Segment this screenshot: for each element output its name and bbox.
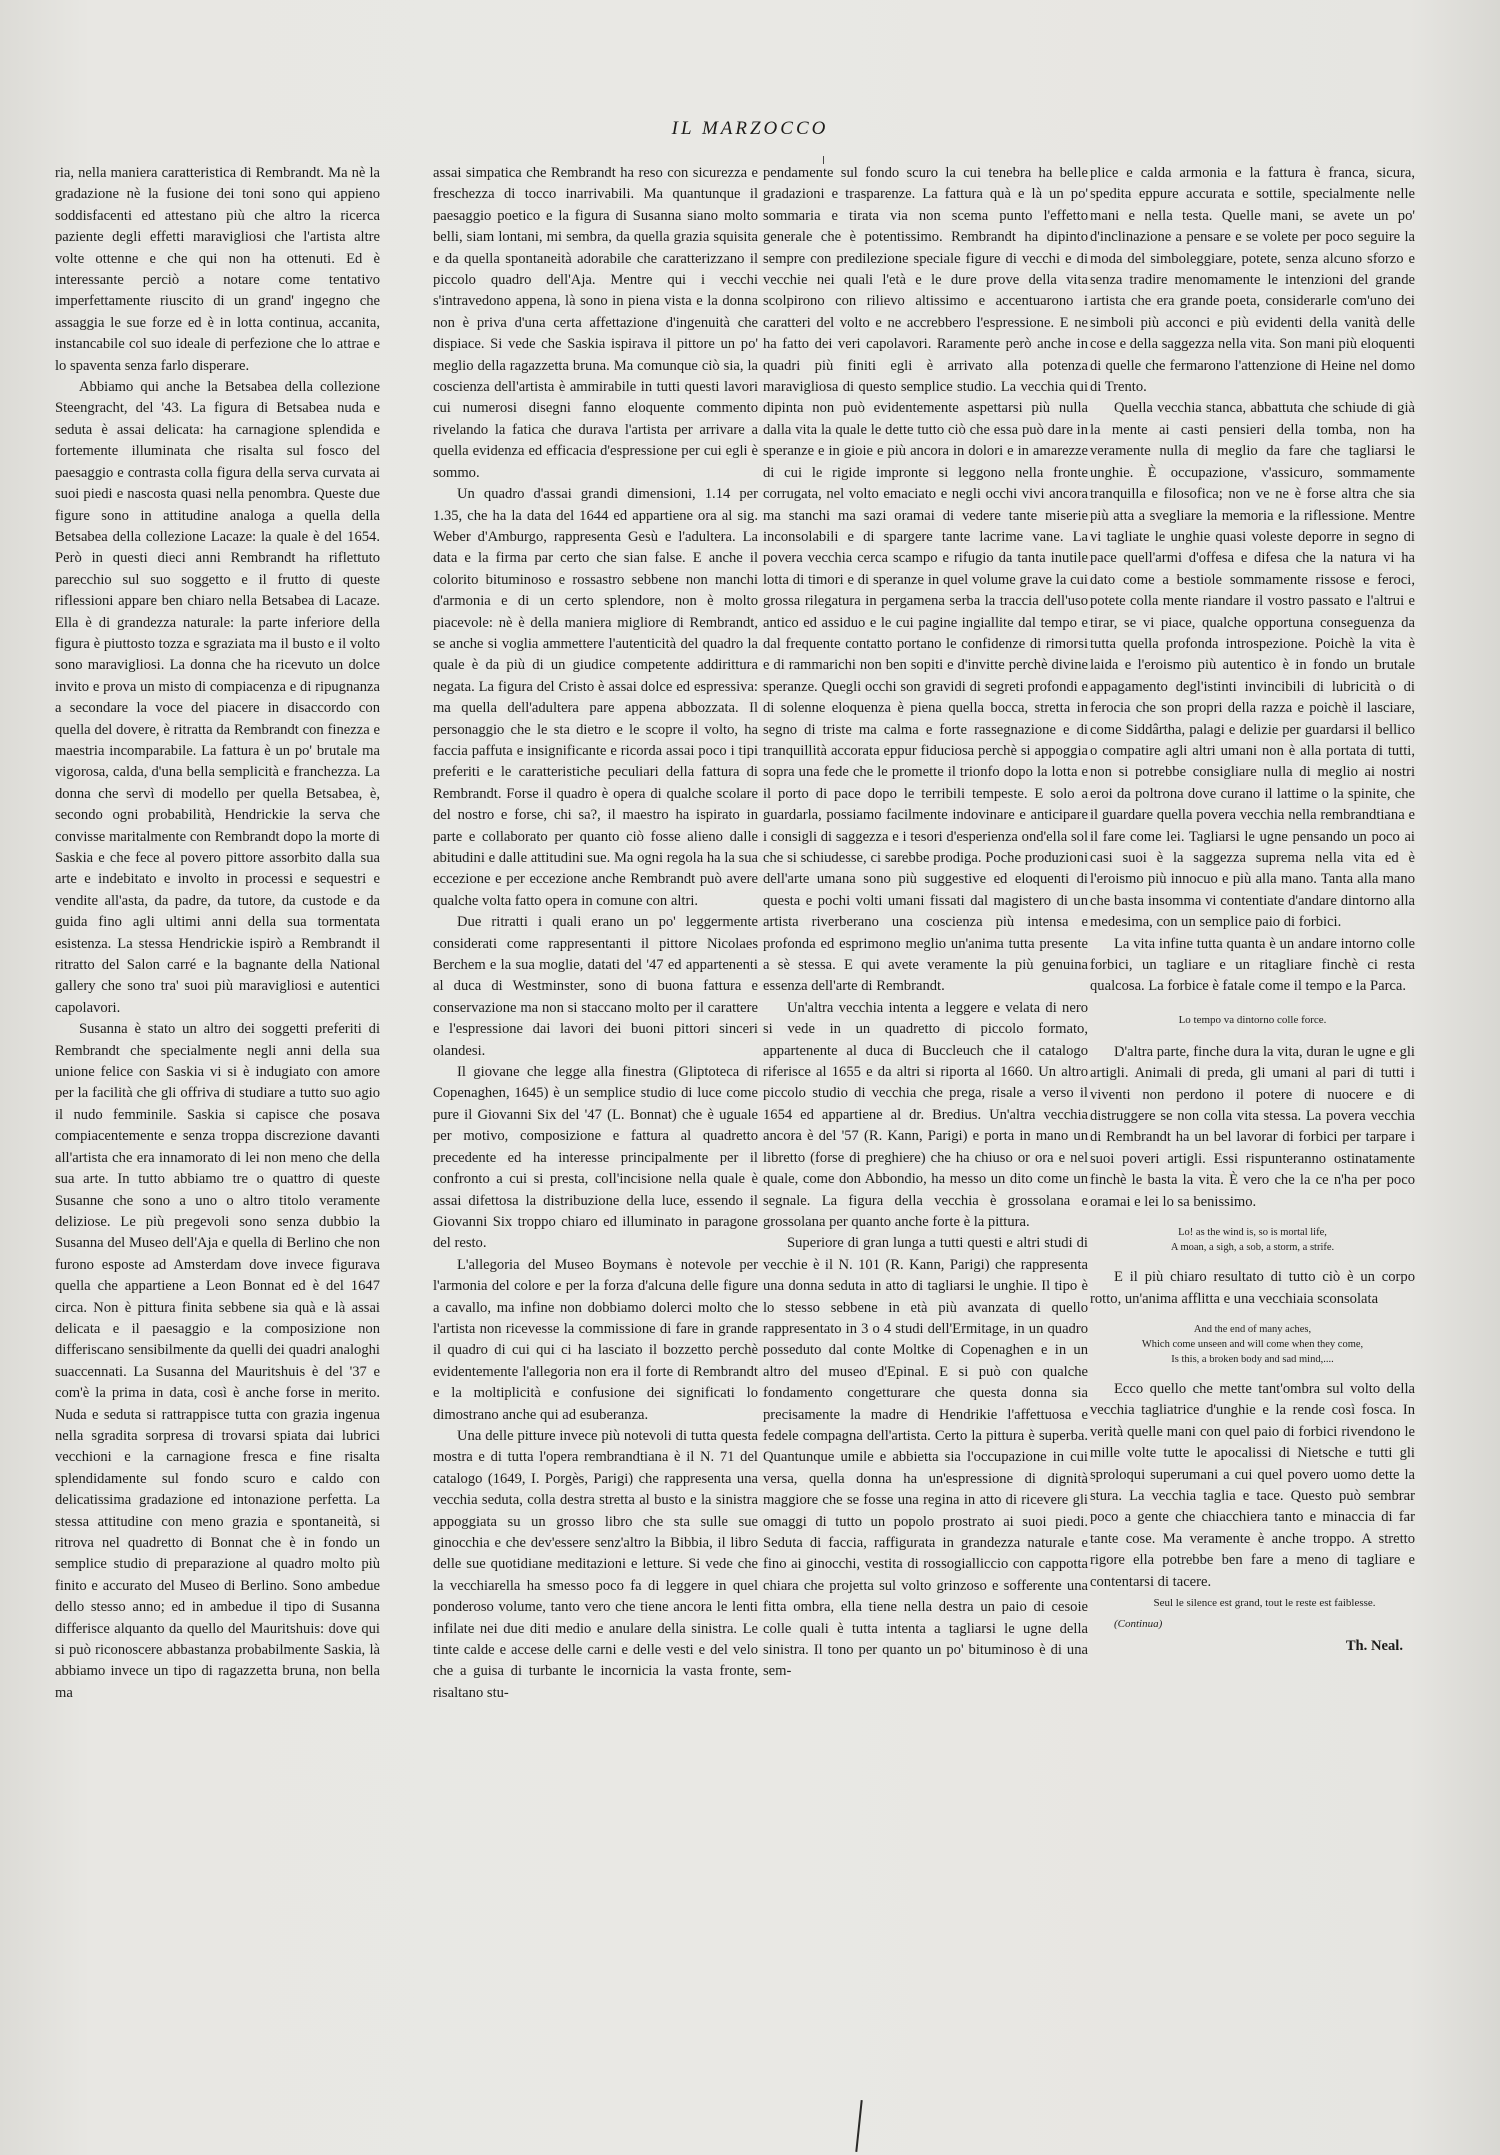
page-header: IL MARZOCCO (671, 118, 829, 139)
paragraph: Un quadro d'assai grandi dimensioni, 1.14 per 1.35, che ha la data del 1644 ed appartiene ora al sig. Weber d'Amburgo, rappresenta Gesù e l'adultera. La data e la firma par certo che sian false. E anche il colorito bituminoso e rossastro sebbene non manchi d'armonia e di un certo splendore, non è molto piacevole: nè è della maniera migliore di Rembrandt, se anche si voglia ammettere l'autenticità del quadro la quale è da più di un giudice competente addirittura negata. La figura del Cristo è assai dolce ed espressiva: ma quella dell'adultera pare appena abbozzata. Il personaggio che le sta dietro e le scopre il volto, ha faccia paffuta e insignificante e ricorda assai poco i tipi preferiti e le caratteristiche peculiari della fattura di Rembrandt. Forse il quadro è opera di qualche scolare del nostro e forse, chi sa?, il maestro ha ispirato in parte e collaborato per quanto ciò fosse alieno dalle abitudini e dalle attitudini sue. Ma ogni regola ha la sua eccezione e per eccezione anche Rembrandt può avere qualche volta fatto opera in comune con altri. (433, 486, 758, 909)
continua-label: (Continua) (1114, 1618, 1163, 1631)
paragraph: D'altra parte, finche dura la vita, duran le ugne e gli artigli. Animali di preda, gli umani al pari di tutti i viventi non perdono il potere di nuocere e di distruggere se non colla vita stessa. La povera vecchia di Rembrandt ha un bel lavorar di forbici per tarpare i suoi poveri artigli. Essi rispunteranno ostinatamente finchè le basta la vita. È vero che la ce n'ha per poco oramai e lei lo sa benissimo. (1090, 1043, 1415, 1210)
verse-quote (1090, 1322, 1415, 1367)
paragraph: Un'altra vecchia intenta a leggere e velata di nero si vede in un quadretto di piccolo formato, appartenente al duca di Buccleuch che il catalogo riferisce al 1655 e da altri si riporta al 1660. Un altro piccolo studio di vecchia che prega, risale a verso il 1654 ed appartiene al dr. Bredius. Un'altra vecchia ancora è del '57 (R. Kann, Parigi) e porta in mano un libretto (forse di preghiere) che ha chiuso or ora e nel quale, come don Abbondio, ha messo un dito come un segnale. La figura della vecchia è grossolana e grossolana per quanto anche forte è la pittura. (763, 999, 1088, 1230)
verse-line: A moan, a sigh, a sob, a storm, a strife. (1170, 1242, 1335, 1254)
paragraph: Abbiamo qui anche la Betsabea della collezione Steengracht, del '43. La figura di Betsabea nuda e seduta è assai delicata: ha carnagione splendida e fortemente illuminata che risalta sul fosco del paesaggio e contrasta colla figura della serva curvata ai suoi piedi e nascosta quasi nella penombra. Queste due figure sono in attitudine analoga a quella della Betsabea della collezione Lacaze: la quale è del 1654. Però in questi dieci anni Rembrandt ha riflettuto parecchio sul suo soggetto e il frutto di queste riflessioni appare ben chiaro nella Betsabea di Lacaze. Ella è di grandezza naturale: la parte inferiore della figura è piuttosto tozza e sgraziata ma il busto e il volto sono maravigliosi. La donna che ha ricevuto un dolce invito e prova un misto di compiacenza e di ripugnanza a secondare la voce del piacere in disaccordo con quella del dovere, è ritratta da Rembrandt con finezza e maestria incomparabile. La fattura è un po' brutale ma vigorosa, calda, d'una bella semplicità e franchezza. La donna che servì di modello per quella Betsabea, è, secondo ogni probabilità, Hendrickie la serva che convisse maritalmente con Rembrandt dopo la morte di Saskia e che fece al povero pittore assorbito dalla sua arte e indebitato e involto in processi e sequestri e vendite all'asta, da padre, da tutore, da custode e da guida fino agli ultimi anni della sua tormentata esistenza. La stessa Hendrickie ispirò a Rembrandt il ritratto del Salon carré e la bagnante della National gallery che sono tra' suoi più maravigliosi e autentici capolavori. (55, 379, 380, 1016)
paragraph: ria, nella maniera caratteristica di Rembrandt. Ma nè la gradazione nè la fusione dei toni sono qui appieno soddisfacenti ed attestano più che altro la ricerca paziente degli effetti maravigliosi che l'artista altre volte ottenne e che qui non ha ottenuti. Ed è interessante perciò a notare come tentativo imperfettamente riuscito di un grand' ingegno che assaggia le sue forze ed è in lotta continua, accanita, instancabile col suo ideale di perfezione che lo attrae e lo spaventa senza farlo disperare. (55, 165, 380, 374)
paragraph: Ecco quello che mette tant'ombra sul volto della vecchia tagliatrice d'unghie e la rende così fosca. In verità quelle mani con quel paio di forbici rivendono le mille volte tutte le apocalissi di Nietsche e tutti gli sproloqui superumani a cui quel povero uomo dette la stura. La vecchia taglia e tace. Questo può sembrar poco a gente che chiacchiera tanto e minaccia di far tante cose. Ma veramente è anche troppo. A stretto rigore ella potrebbe ben fare a meno di tagliare e contentarsi di tacere. (1090, 1380, 1415, 1590)
paragraph: plice e calda armonia e la fattura è franca, sicura, spedita eppure accurata e sottile, specialmente nelle mani e nella testa. Quelle mani, se avete un po' d'inclinazione a pensare e se volete per poco seguire la moda del simboleggiare, potete, senza alcuno sforzo e senza tradire menomamente le intenzioni del grande artista che era grande poeta, considerarle com'uno dei simboli più acconci e più evidenti della vanità delle cose e della saggezza nella vita. Son mani più eloquenti di quelle che fermarono l'attenzione di Heine nel domo di Trento. (1090, 165, 1416, 396)
verse-quote (1090, 1225, 1415, 1255)
paragraph: E il più chiaro resultato di tutto ciò è un corpo rotto, un'anima afflitta e una vecchiaia sconsolata (1090, 1269, 1415, 1307)
column-1 (55, 163, 380, 1704)
print-mark (855, 2100, 862, 2152)
paragraph: Una delle pitture invece più notevoli di tutta questa mostra e di tutta l'opera rembrandtiana è il N. 71 del catalogo (1649, I. Porgès, Parigi) che rappresenta una vecchia seduta, colla destra stretta al busto e la sinistra appoggiata su un grosso libro che sta sulle sue ginocchia e che dev'essere senz'altro la Bibbia, il libro delle sue quotidiane meditazioni e letture. Si vede che la vecchiarella ha smesso poco fa di leggere in quel ponderoso volume, tanto vero che tiene ancora le lenti infilate nei due diti medio e anulare della sinistra. Le tinte calde e accese delle carni e delle vesti e del velo che a guisa di turbante le incornicia la vasta fronte, risaltano stu- (433, 1427, 758, 1701)
caption-line: Lo tempo va dintorno colle force. (1178, 1013, 1327, 1026)
column-4 (1090, 163, 1415, 1657)
paragraph: Quella vecchia stanca, abbattuta che schiude di già la mente ai casti pensieri della tomba, non ha veramente nulla di meglio da fare che tagliarsi le unghie. È occupazione, v'assicuro, sommamente tranquilla e filosofica; non ve ne è forse altra che sia più atta a svegliare la memoria e la riflessione. Mentre vi tagliate le unghie quasi voleste deporre in segno di pace quell'armi d'offesa e difesa che la natura vi ha dato come a bestiole sommamente rissose e feroci, potete colla mente riandare il vostro passato e l'altrui e tirar, se vi piace, qualche opportuna conseguenza da tutta quella profonda introspezione. Poichè la vita è laida e l'eroismo più autentico è in fondo un brutale appagamento degl'istinti invincibili di lubricità o di ferocia che son propri della razza e poichè il lasciare, come Siddârtha, palagi e delizie per guardarsi il bellico o compatire agli altri umani non è alla portata di tutti, non si potrebbe consigliare nulla di meglio ai nostri eroi da poltrona dove curano il lattime o la spinite, che il guardare quella povera vecchia nella rembrandtiana e il fare come lei. Tagliarsi le ugne pensando un poco ai casi suoi è la saggezza suprema nella vita ed è l'eroismo più innocuo e più alla mano. Tanta alla mano che basta insomma vi contentiate d'andare dintorno alla medesima, con un semplice paio di forbici. (1090, 400, 1415, 931)
column-2 (433, 163, 758, 1704)
paragraph: Superiore di gran lunga a tutti questi e altri studi di vecchie è il N. 101 (R. Kann, Parigi) che rappresenta una donna seduta in atto di tagliarsi le unghie. Il tipo è lo stesso sebbene in età più avanzata di quello rappresentato in 3 o 4 studi dell'Ermitage, in un quadro posseduto dal conte Moltke di Copenaghen e in un altro del museo d'Epinal. E si può con qualche fondamento congetturare che questa donna sia precisamente la madre di Hendrikie l'affettuosa e fedele compagna dell'artista. Certo la pittura è superba. Quantunque umile e abbietta sia l'occupazione in cui versa, quella donna ha un'espressione di dignità maggiore che se fosse una regina in atto di ricevere gli omaggi di tutto un popolo prostrato ai suoi piedi. Seduta di faccia, raffigurata in grandezza naturale e fino ai ginocchi, vestita di rossogialliccio con cappotta chiara che projetta sul volto grinzoso e sofferente una fitta ombra, ella tiene nella destra un paio di cesoie colle quali è tutta intenta a tagliarsi le ugne della sinistra. Il tono per quanto un po' bituminoso è di una sem- (763, 1235, 1088, 1680)
author-signature: Th. Neal. (1345, 1637, 1403, 1654)
paragraph: Due ritratti i quali erano un po' leggermente considerati come rappresentanti il pittore Nicolaes Berchem e la sua moglie, datati del '47 ed appartenenti al duca di Westminster, sono di buona fattura e conservazione ma non si staccano molto per il carattere e l'espressione dai lavori dei buoni pittori sinceri olandesi. (433, 914, 758, 1059)
verse-line: Is this, a broken body and sad mind,.... (1171, 1353, 1334, 1365)
paragraph: assai simpatica che Rembrandt ha reso con sicurezza e freschezza di tocco inarrivabili. Ma quantunque il paesaggio poetico e la figura di Susanna siano molto belli, siam lontani, mi sembra, da quella grazia squisita e da quella spontaneità adorabile che caratterizzano il piccolo quadro dell'Aja. Mentre qui i vecchi s'intravedono appena, là sono in piena vista e la donna non è priva d'una certa affettazione d'ingenuità che dispiace. Si vede che Saskia ispirava il pittore un po' meglio della ragazzetta bruna. Ma comunque ciò sia, la coscienza dell'artista è ammirabile in tutti questi lavori cui numerosi disegni fanno eloquente commento rivelando la fatica che durava l'artista per arrivare a quella evidenza ed efficacia d'espressione per cui egli è sommo. (433, 165, 758, 481)
paragraph: Il giovane che legge alla finestra (Gliptoteca di Copenaghen, 1645) è un semplice studio di luce come pure il Giovanni Six del '47 (L. Bonnat) che è uguale per motivo, composizione e fattura al quadretto precedente ed ha interesse principalmente per il confronto a cui si presta, coll'incisione nella quale è assai difettosa la distribuzione della luce, essendo il Giovanni Six troppo chiaro ed illuminato in paragone del resto. (433, 1064, 758, 1252)
verse-line: And the end of many aches, (1193, 1323, 1312, 1335)
verse-line: Lo! as the wind is, so is mortal life, (1178, 1227, 1327, 1239)
paragraph: pendamente sul fondo scuro la cui tenebra ha belle gradazioni e trasparenze. La fattura quà e là un po' sommaria e tirata via non scema punto l'effetto generale che è potentissimo. Rembrandt ha dipinto sempre con predilezione speciale figure di vecchi e di vecchie nei quali l'età e le dure prove della vita scolpirono con rilievo altissimo e accentuarono i caratteri del volto e ne accrebbero l'espressione. E ne ha fatto dei veri capolavori. Raramente però anche in quadri più finiti egli è arrivato alla potenza maravigliosa di questo semplice studio. La vecchia qui dipinta non può evidentemente aspettarsi più nulla dalla vita la quale le dette tutto ciò che essa può dare in speranze e in gioie e più ancora in dolori e in amarezze di cui le rigide impronte si leggono nella fronte corrugata, nel volto emaciato e negli occhi vivi ancora ma stanchi ma sazi oramai di vedere tante miserie inconsolabili e di spargere tante lacrime vane. La povera vecchia cerca scampo e rifugio da tanta inutile lotta di timori e di speranze in quel volume grave la cui grossa rilegatura in pergamena serba la traccia dell'uso antico ed assiduo e le cui pagine ingiallite dal tempo e dal frequente contatto portano le confidenze di rimorsi e di rammarichi non ben sopiti e d'invitte perchè divine speranze. Quegli occhi son gravidi di segreti profondi e di solenne eloquenza è piena quella bocca, stretta in segno di triste ma calma e forte rassegnazione e di tranquillità accorata eppur fiduciosa perchè si appoggia sopra una fede che le promette il trionfo dopo la lotta e il porto di pace dopo le terribili tempeste. E solo a guardarla, possiamo facilmente indovinare e anticipare i consigli di saggezza e i tesori d'esperienza ond'ella sol che si schiudesse, ci sarebbe prodiga. Poche produzioni dell'arte umana sono più suggestive ed eloquenti di questa e pochi volti umani fissati dal magistero di un artista riverberano una coscienza più intensa e profonda ed esprimono meglio un'anima tutta presente a sè stessa. E qui avete veramente la più genuina essenza dell'arte di Rembrandt. (763, 165, 1088, 995)
column-3 (763, 163, 1088, 1683)
closing-quote: Seul le silence est grand, tout le reste est faiblesse. (1153, 1596, 1376, 1609)
verse-line: Which come unseen and will come when they come, (1141, 1338, 1364, 1350)
paragraph: Susanna è stato un altro dei soggetti preferiti di Rembrandt che specialmente negli anni della sua unione felice con Saskia vi si è indugiato con amore per la facilità che gli offriva di studiare a tutto suo agio il nudo femminile. Saskia si capisce che posava compiacentemente e senza troppa discrezione davanti all'artista che era innamorato di lei non meno che della sua arte. In tutto abbiamo tre o quattro di queste Susanne che sono a uno o altro titolo veramente deliziose. Le più pregevoli sono senza dubbio la Susanna del Museo dell'Aja e quella di Berlino che non furono esposte ad Amsterdam dove invece figurava quella che appartiene a Leon Bonnat ed è del 1647 circa. Non è pittura finita sebbene sia quà e là assai delicata e il paesaggio e la composizione non differiscano sensibilmente da quelli dei quadri analoghi suaccennati. La Susanna del Mauritshuis è del '37 e com'è la prima in data, così è anche forse in merito. Nuda e seduta si rattrappisce tutta con grazia ingenua nella sgradita sorpresa di trovarsi spiata dai lubrici vecchioni e la carnagione fresca e fine risalta splendidamente sul fondo scuro e caldo con delicatissima gradazione ed intonazione perfetta. La stessa attitudine con meno grazia e spontaneità, si ritrova nel quadretto di Bonnat che è in fondo un semplice studio di preparazione al quadro molto più finito e accurato del Museo di Berlino. Sono ambedue dello stesso anno; ed in ambedue il tipo di Susanna differisce alquanto da quello del Mauritshuis: dove qui si può riconoscere abbastanza probabilmente Saskia, là abbiamo invece un tipo di ragazzetta bruna, non bella ma (55, 1021, 380, 1701)
paragraph: L'allegoria del Museo Boymans è notevole per l'armonia del colore e per la forza d'alcuna delle figure a cavallo, ma infine non dobbiamo dolerci molto che l'artista non ricevesse la commissione di fare in grande il quadro di cui qui ci ha lasciato il bozzetto perchè evidentemente l'allegoria non era il forte di Rembrandt e la moltiplicità e confusione dei significati lo dimostrano anche qui ad esuberanza. (433, 1256, 758, 1423)
paragraph: La vita infine tutta quanta è un andare intorno colle forbici, un tagliare e un ritagliare finchè ci resta qualcosa. La forbice è fatale come il tempo e la Parca. (1090, 935, 1415, 995)
